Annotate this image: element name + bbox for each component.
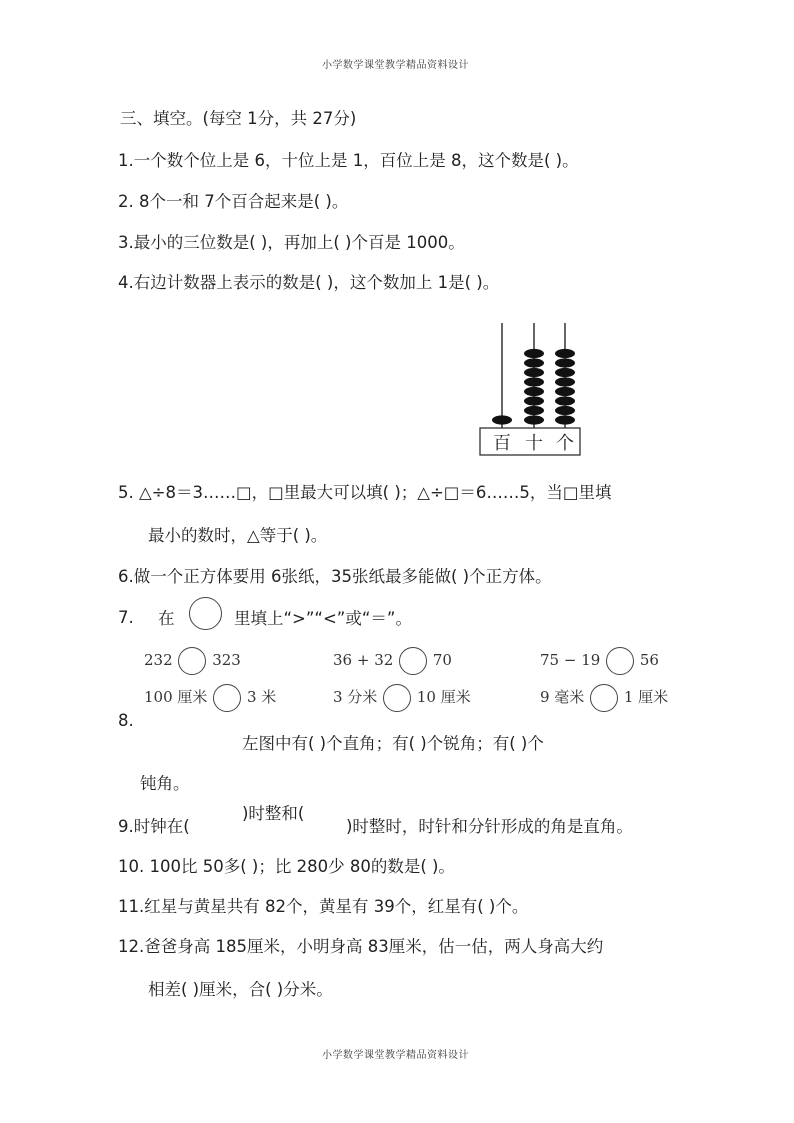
question-5-line-2: 最小的数时，△等于( )。 — [148, 526, 328, 545]
compare-circle[interactable] — [399, 647, 427, 675]
question-9-part-c: )时整时，时针和分针形成的角是直角。 — [346, 817, 633, 836]
question-6: 6.做一个正方体要用 6张纸，35张纸最多能做( )个正方体。 — [118, 567, 552, 586]
question-7-text-b: 里填上“>”“<”或“＝”。 — [234, 609, 412, 628]
question-8-line-2: 钝角。 — [140, 774, 190, 793]
page-header: 小学数学课堂教学精品资料设计 — [322, 60, 469, 71]
question-7-text-a: 在 — [158, 609, 175, 628]
bead-tens — [524, 377, 544, 386]
compare-right: 56 — [639, 651, 659, 669]
question-4: 4.右边计数器上表示的数是( )，这个数加上 1是( )。 — [118, 273, 500, 292]
question-7-number: 7. — [118, 608, 134, 627]
compare-right: 70 — [432, 651, 452, 669]
question-8-line-1: 左图中有( )个直角；有( )个锐角；有( )个 — [242, 734, 544, 753]
compare-item-3 — [540, 647, 659, 675]
abacus-figure — [478, 318, 582, 458]
compare-left: 75 − 19 — [540, 651, 601, 669]
bead-tens — [524, 368, 544, 377]
bead-ones — [555, 377, 575, 386]
question-5-line-1: 5. △÷8＝3……□，□里最大可以填( )；△÷□＝6……5，当□里填 — [118, 483, 612, 502]
compare-left: 3 分米 — [333, 688, 378, 706]
bead-ones — [555, 349, 575, 358]
compare-left: 232 — [144, 651, 173, 669]
question-12-line-2: 相差( )厘米，合( )分米。 — [148, 980, 333, 999]
compare-left: 36 + 32 — [333, 651, 394, 669]
example-circle-icon — [189, 597, 222, 630]
question-1: 1.一个数个位上是 6，十位上是 1，百位上是 8，这个数是( )。 — [118, 151, 579, 170]
label-ones: 个 — [556, 433, 574, 454]
question-3: 3.最小的三位数是( )，再加上( )个百是 1000。 — [118, 233, 465, 252]
bead-ones — [555, 406, 575, 415]
compare-left: 100 厘米 — [144, 688, 208, 706]
compare-item-5 — [333, 684, 471, 712]
bead-ones — [555, 387, 575, 396]
label-tens: 十 — [525, 433, 543, 454]
bead-tens — [524, 415, 544, 424]
bead-ones — [555, 396, 575, 405]
bead-ones — [555, 368, 575, 377]
compare-right: 3 米 — [246, 688, 277, 706]
compare-right: 1 厘米 — [623, 688, 669, 706]
bead-ones — [555, 358, 575, 367]
compare-right: 323 — [212, 651, 241, 669]
bead-tens — [524, 406, 544, 415]
question-9-part-a: 9.时钟在( — [118, 817, 190, 836]
bead-hundreds — [492, 415, 512, 424]
compare-left: 9 毫米 — [540, 688, 585, 706]
compare-circle[interactable] — [590, 684, 618, 712]
compare-circle[interactable] — [383, 684, 411, 712]
question-9-part-b: )时整和( — [242, 804, 305, 823]
page-footer: 小学数学课堂教学精品资料设计 — [322, 1050, 469, 1061]
bead-tens — [524, 387, 544, 396]
question-8-number: 8. — [118, 711, 134, 730]
bead-tens — [524, 396, 544, 405]
label-hundreds: 百 — [493, 433, 511, 454]
compare-item-6 — [540, 684, 668, 712]
section-title: 三、填空。(每空 1分，共 27分) — [120, 109, 357, 128]
bead-tens — [524, 349, 544, 358]
compare-circle[interactable] — [213, 684, 241, 712]
question-12-line-1: 12.爸爸身高 185厘米，小明身高 83厘米，估一估，两人身高大约 — [118, 937, 604, 956]
bead-ones — [555, 415, 575, 424]
compare-item-2 — [333, 647, 452, 675]
compare-item-1 — [144, 647, 241, 675]
question-11: 11.红星与黄星共有 82个，黄星有 39个，红星有( )个。 — [118, 897, 529, 916]
bead-tens — [524, 358, 544, 367]
compare-circle[interactable] — [178, 647, 206, 675]
compare-circle[interactable] — [606, 647, 634, 675]
question-2: 2. 8个一和 7个百合起来是( )。 — [118, 192, 349, 211]
question-10: 10. 100比 50多( )；比 280少 80的数是( )。 — [118, 857, 455, 876]
compare-item-4 — [144, 684, 276, 712]
compare-right: 10 厘米 — [416, 688, 471, 706]
